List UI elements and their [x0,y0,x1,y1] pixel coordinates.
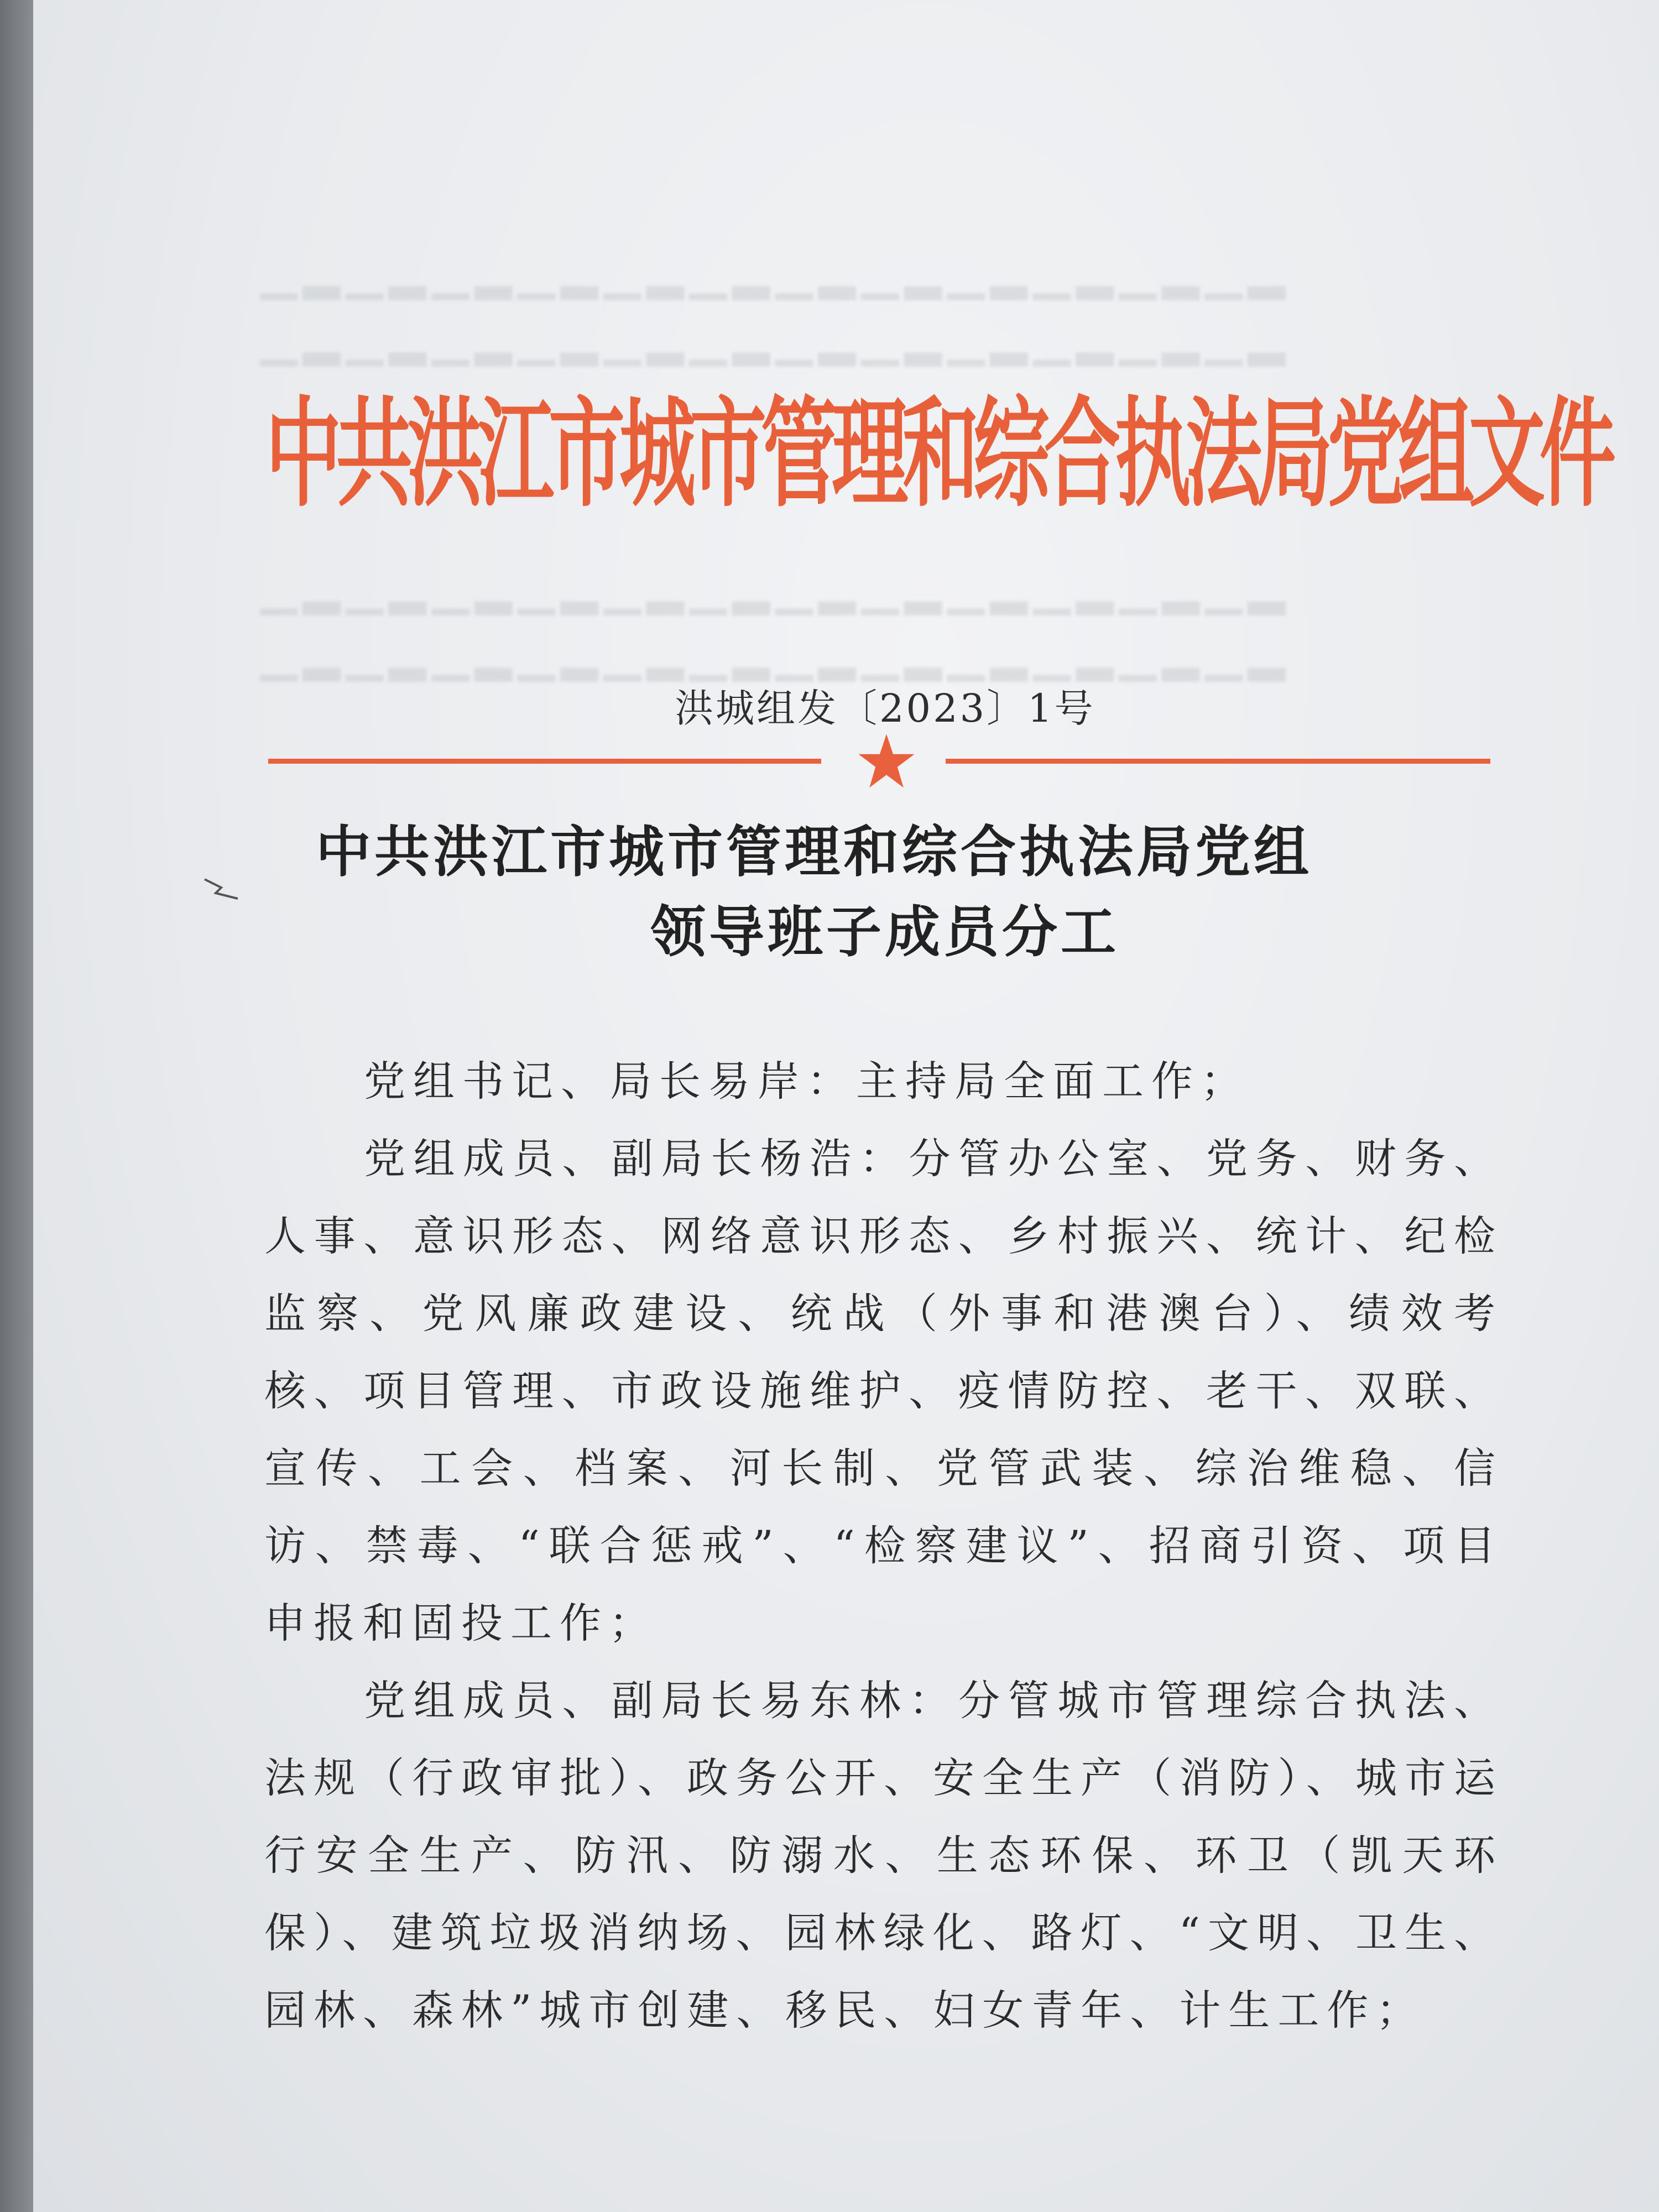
document-header-title: 中共洪江市城市管理和综合执法局党组文件 [265,383,1611,524]
document-number: 洪城组发〔2023〕1号 [675,686,1095,731]
document-title-line-1: 中共洪江市城市管理和综合执法局党组 [316,820,1312,884]
header-divider-right [946,759,1490,764]
paragraph-deputy-yi-donglin: 党组成员、副局长易东林：分管城市管理综合执法、法规（行政审批）、政务公开、安全生产（消防）、城市运行安全生产、防汛、防溺水、生态环保、环卫（凯天环保）、建筑垃圾消纳场、园林绿化、路灯、“文明、卫生、园林、森林”城市创建、移民、妇女青年、计生工作； [264,1676,1503,2034]
paragraph-deputy-yang-hao: 党组成员、副局长杨浩：分管办公室、党务、财务、人事、意识形态、网络意识形态、乡村振兴、统计、纪检监察、党风廉政建设、统战（外事和港澳台）、绩效考核、项目管理、市政设施维护、疫情防控、老干、双联、宣传、工会、档案、河长制、党管武装、综治维稳、信访、禁毒、“联合惩戒”、“检察建议”、招商引资、项目申报和固投工作； [264,1134,1503,1647]
document-body [264,1042,1503,2049]
document-title-line-2: 领导班子成员分工 [650,900,1119,964]
paragraph-party-secretary: 党组书记、局长易岸：主持局全面工作； [364,1057,1250,1105]
bleed-through-shadow: ▁▂▁▂▁▂▁▂▁▂▁▂▁▂▁▂▁▂▁▂▁▂▁▂ [260,243,1291,300]
red-star-icon [856,731,917,792]
header-divider-left [268,759,821,764]
bleed-through-shadow: ▁▂▁▂▁▂▁▂▁▂▁▂▁▂▁▂▁▂▁▂▁▂▁▂ [260,310,1291,367]
bleed-through-shadow: ▁▂▁▂▁▂▁▂▁▂▁▂▁▂▁▂▁▂▁▂▁▂▁▂ [260,559,1291,615]
background-edge [0,0,33,2212]
bleed-through-shadow: ▁▂▁▂▁▂▁▂▁▂▁▂▁▂▁▂▁▂▁▂▁▂▁▂ [260,625,1291,682]
